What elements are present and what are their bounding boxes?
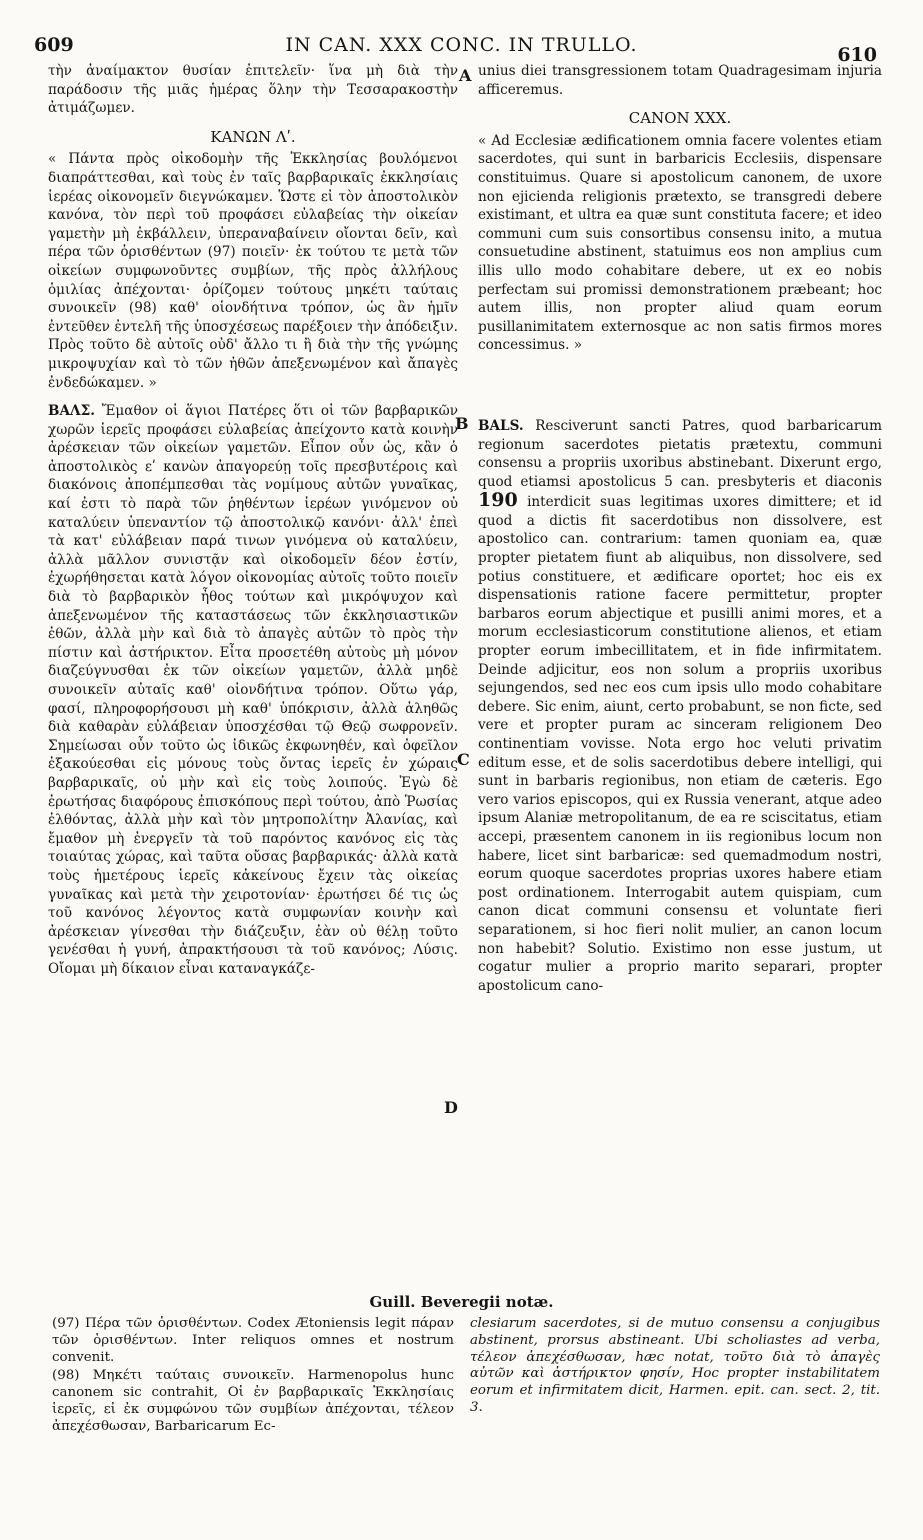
notes-heading: Guill. Beveregii notæ. (369, 1293, 554, 1311)
running-title: IN CAN. XXX CONC. IN TRULLO. (285, 34, 638, 56)
greek-column (48, 62, 458, 979)
greek-canon-title: ΚΑΝΩΝ Λʹ. (210, 127, 296, 146)
greek-canon-text: « Πάντα πρὸς οἰκοδομὴν τῆς Ἐκκλησίας βουλόμενοι διαπράττεσθαι, καὶ τοὺς ἐν ταῖς βαρβαρικαῖς ἐκκλησίαις ἱερέας οἰκονομεῖν διεγνώκαμεν. Ὥστε εἰ τὸν ἀποστολικὸν κανόνα, τὸν περὶ τοῦ προφάσει εὐλαβείας τὴν οἰκείαν γαμετὴν μὴ ἐκβάλλειν, ὑπεραναβαίνειν οἴονται δεῖν, καὶ πέρα τῶν ὁρισθέντων (97) ποιεῖν· ἐκ τούτου τε μετὰ τῶν οἰκείων συμφωνοῦντες συμβίων, τῆς πρὸς ἀλλήλους ὁμιλίας ἀπέχονται· ὁρίζομεν τούτους μηκέτι ταύταις συνοικεῖν (98) καθ' οἱονδήτινα τρόπον, ὡς ἂν ἡμῖν ἐντεῦθεν ἐντελῆ τῆς ὑποσχέσεως παρέξοιεν τὴν ἀπόδειξιν. Πρὸς τοῦτο δὲ αὐτοῖς οὐδ' ἄλλο τι ἢ διὰ τὴν τῆς γνώμης μικροψυχίαν καὶ τὸ τῶν ἠθῶν ἀπεξενωμένον καὶ ἄπαγὲς ἐνδεδώκαμεν. » (48, 150, 458, 392)
latin-bals-text-1: Resciverunt sancti Patres, quod barbaricarum regionum sacerdotes pietatis prætextu, communi consensu a propriis uxoribus abstinebant. Dixerunt ergo, quod etiamsi apostolicus 5 can. presbyteris et diaconis (478, 417, 882, 490)
latin-bals-text-2: interdicit suas legitimas uxores dimittere; et id quod a dictis fit sacerdotibus non dissolvere, est apostolico can. contrarium: tamen quoniam ea, quæ propter pietatem fiunt ab aliquibus, non dissolvere, sed potius constituere, et ædificare oportet; hoc eis ex dispensationis ratione facere permittetur, propter barbaros eorum abjectique et pusilli animi mores, et a morum ecclesiasticorum constitutione alienos, et etiam propter eorum imbecillitatem, et in fide infirmitatem. Deinde adjicitur, eos non solum a propriis uxoribus sejungendos, sed nec eos cum ipsis ullo modo cohabitare debere. Sic enim, aiunt, certo probabunt, se non ficte, sed vere et propter puram ac sinceram religionem Deo continentiam vovisse. Nota ergo hoc veluti privatim editum esse, et de solis sacerdotibus debere intelligi, qui sunt in barbaris regionibus, non etiam de cæteris. Ego vero varios episcopos, qui ex Russia venerant, atque adeo ipsum Alaniæ metropolitanum, de ea re sciscitatus, etiam accepi, præsentem canonem in iis regionibus locum non habere, licet sint barbaricæ: sed quemadmodum nostri, eorum quoque sacerdotes proprias uxores habere etiam post ordinationem. Interrogabit autem quispiam, cum canon dicat communi consensu et voluntate fieri separationem, si hoc fieri nolit mulier, an canon locum non habebit? Solutio. Existimo non esse justum, ut cogatur mulier a proprio marito separari, propter apostolicum cano- (478, 494, 883, 994)
note-continuation: clesiarum sacerdotes, si de mutuo consensu a conjugibus abstinent, prorsus abstineant. Ubi scholiastes ad verba, τέλεον ἀπεχέσθωσαν, hæc notat, τοῦτο διὰ τὸ ἀπαγὲς αὐτῶν καὶ ἀστήρικτον φησίν, Hoc propter instabilitatem eorum et infirmitatem dicit, Harmen. epit. can. sect. 2, tit. 3. (470, 1316, 880, 1415)
page-number-right: 610 (837, 44, 877, 66)
margin-letter-b: B (455, 414, 469, 433)
latin-bals-label: BALS. (478, 417, 524, 434)
latin-intro: unius diei transgressionem totam Quadragesimam injuria afficeremus. (478, 63, 882, 98)
note-97: (97) Πέρα τῶν ὁρισθέντων. Codex Ætoniensis legit πάραν τῶν ὁρισθέντων. Inter reliquos omnes et nostrum convenit. (52, 1316, 454, 1365)
greek-bals-text: Ἔμαθον οἱ ἅγιοι Πατέρες ὅτι οἱ τῶν βαρβαρικῶν χωρῶν ἱερεῖς προφάσει εὐλαβείας ἀπείχοντο κατὰ κοινὴν ἀρέσκειαν τῶν οἰκείων γαμετῶν. Εἶπον οὖν ὡς, κἂν ὁ ἀποστολικὸς εʹ κανὼν ἀπαγορεύῃ τοῖς πρεσβυτέροις καὶ διακόνοις ἀποπέμπεσθαι τὰς νομίμους αὐτῶν γυναῖκας, καί ἐστι τὸ παρὰ τῶν ῥηθέντων ἱερέων γινόμενον οὐ καταλύειν ὑπεναντίον τῷ ἀποστολικῷ κανόνι· ἀλλ' ἐπεὶ τὰ κατ' εὐλάβειαν παρά τινων γινόμενα οὐ καταλύειν, ἀλλὰ μᾶλλον συνιστᾷν καὶ οἰκοδομεῖν δέον ἐστίν, ἐχωρήθησεται κατὰ λόγον οἰκονομίας αὐτοῖς τοῦτο ποιεῖν διὰ τὸ βαρβαρικὸν ἦθος τούτων καὶ μικρόψυχον καὶ ἀπεξενωμένον τῆς καταστάσεως τῶν ἐκκλησιαστικῶν ἐθῶν, ἀλλὰ μὴν καὶ διὰ τὸ ἀπαγὲς αὐτῶν τὸ πρὸς τὴν πίστιν καὶ ἀστήρικτον. Εἶτα προσετέθη αὐτοὺς μὴ μόνον διαζεύγνυσθαι ἐκ τῶν οἰκείων γαμετῶν, ἀλλὰ μηδὲ συνοικεῖν αὐταῖς καθ' οἱονδήτινα τρόπον. Οὕτω γάρ, φασί, πληροφορήσουσι μὴ καθ' ὑπόκρισιν, ἀλλὰ ἀληθῶς διὰ καθαρὰν εὐλάβειαν ὑποσχέσθαι τῷ Θεῷ σωφρονεῖν. Σημείωσαι οὖν τοῦτο ὡς ἰδικῶς ἐκφωνηθέν, καὶ ὀφεῖλον ἐξακούεσθαι εἰς μόνους τοὺς ὄντας ἱερεῖς ἐν χώραις βαρβαρικαῖς, οὐ μὴν καὶ εἰς τοὺς λοιπούς. Ἐγὼ δὲ ἐρωτήσας διαφόρους ἐπισκόπους περὶ τούτου, ἀπὸ Ῥωσίας ἐλθόντας, ἀλλὰ μὴν καὶ τὸν μητροπολίτην Ἀλανίας, καὶ ἔμαθον μὴ ἐνεργεῖν τὰ τοῦ παρόντος κανόνος εἰς τὰς τοιαύτας χώρας, καὶ ταῦτα οὔσας βαρβαρικάς· ἀλλὰ κατὰ τοὺς ἡμετέρους ἱερεῖς κἀκείνους ἔχειν τὰς οἰκείας γυναῖκας καὶ μετὰ τὴν χειροτονίαν· ἐρωτήσει δέ τις ὡς τοῦ κανόνος λέγοντος κατὰ συμφωνίαν κοινὴν καὶ ἀρέσκειαν γίνεσθαι τὴν διάζευξιν, ἐὰν οὐ θέλῃ τοῦτο γενέσθαι ἡ γυνή, ἀπρακτήσουσι τὰ τοῦ κανόνος; Λύσις. Οἴομαι μὴ δίκαιον εἶναι καταναγκάζε- (48, 403, 458, 977)
page-marker: 190 (478, 489, 518, 512)
greek-commentary (48, 402, 458, 978)
latin-column (478, 62, 882, 995)
margin-letter-a: A (459, 66, 472, 85)
margin-letter-c: C (457, 750, 470, 769)
latin-canon-text: « Ad Ecclesiæ ædificationem omnia facere volentes etiam sacerdotes, qui sunt in barbaricis Ecclesiis, dispensare constituimus. Quare si apostolicum canonem, de uxore non ejicienda religionis prætexto, se transgredi debere existimant, et ultra ea quæ sunt constituta facere; et ideo communi cum suis consortibus consensu inito, a mutua consuetudine abstinent, statuimus eos non amplius cum illis ullo modo cohabitare debere, ut ex eo nobis perfectam sui promissi demonstrationem præbeant; hoc autem illis, non propter aliud quam eorum pusillanimitatem externosque ac non satis firmos mores concessimus. » (478, 132, 882, 355)
notes-left (52, 1316, 454, 1438)
greek-intro: τὴν ἀναίμακτον θυσίαν ἐπιτελεῖν· ἵνα μὴ διὰ τὴν παράδοσιν τῆς μιᾶς ἡμέρας ὅλην τὴν Τεσσαρακοστὴν ἀτιμάζωμεν. (48, 63, 458, 117)
margin-letter-d: D (444, 1098, 458, 1117)
latin-canon-title: CANON XXX. (628, 109, 732, 128)
greek-bals-label: ΒΑΛΣ. (48, 403, 95, 420)
latin-commentary (478, 417, 882, 995)
notes-right (470, 1316, 880, 1419)
note-98: (98) Μηκέτι ταύταις συνοικεῖν. Harmenopolus hunc canonem sic contrahit, Οἱ ἐν βαρβαρικαῖς Ἐκκλησίαις ἱερεῖς, εἰ ἐκ συμφώνου τῶν συμβίων ἀπέχονται, τέλεον ἀπεχέσθωσαν, Barbaricarum Ec- (52, 1368, 454, 1434)
page-number-left: 609 (34, 34, 74, 56)
